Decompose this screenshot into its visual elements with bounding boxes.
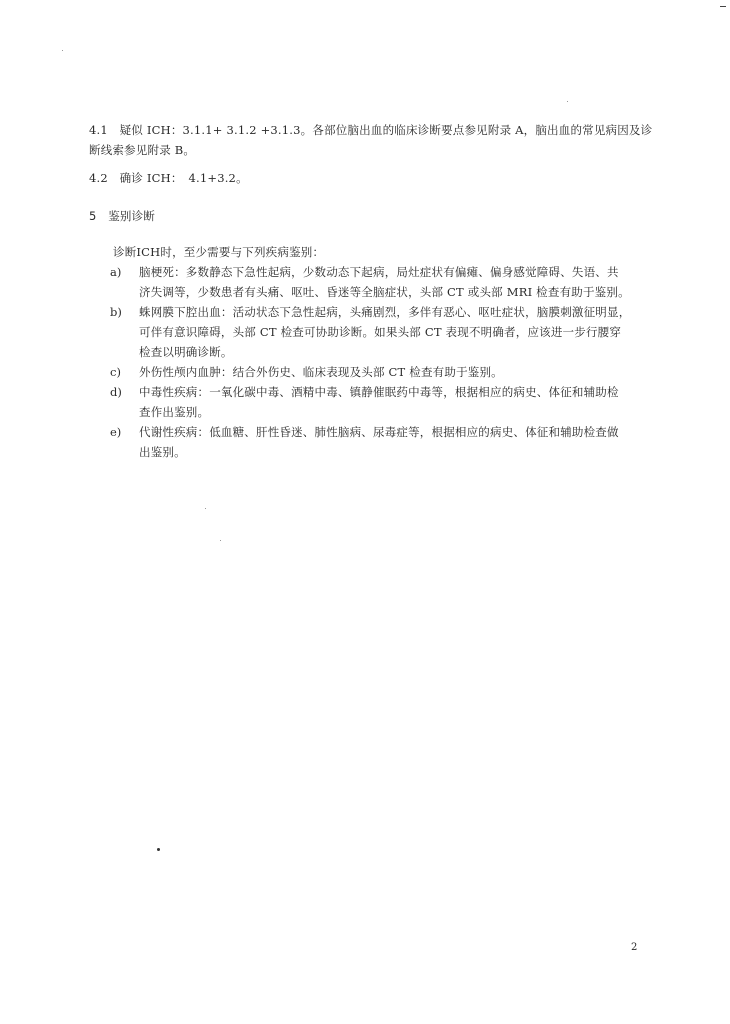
item-text-line: 蛛网膜下腔出血：活动状态下急性起病，头痛剧烈，多伴有恶心、呕吐症状，脑膜刺激征明显， xyxy=(139,305,631,319)
differential-item xyxy=(110,422,670,462)
item-marker: e) xyxy=(110,425,122,439)
clause-4-2: 4.2 确诊 ICH： 4.1+3.2。 xyxy=(89,171,248,185)
differential-item xyxy=(110,302,670,362)
section-5-heading: 5 鉴别诊断 xyxy=(89,209,156,223)
item-text-line: 脑梗死：多数静态下急性起病，少数动态下起病，局灶症状有偏瘫、偏身感觉障碍、失语、共 xyxy=(139,265,619,279)
scan-speck xyxy=(62,50,63,51)
page-number: 2 xyxy=(631,942,638,953)
item-marker: b) xyxy=(110,305,122,319)
item-text-line: 代谢性疾病：低血糖、肝性昏迷、肺性脑病、尿毒症等，根据相应的病史、体征和辅助检查做 xyxy=(139,425,619,439)
differential-item xyxy=(110,362,670,382)
scan-speck xyxy=(157,848,160,851)
differential-intro: 诊断ICH时，至少需要与下列疾病鉴别： xyxy=(113,245,325,259)
differential-item xyxy=(110,262,670,302)
item-text-line: 外伤性颅内血肿：结合外伤史、临床表现及头部 CT 检查有助于鉴别。 xyxy=(139,365,503,379)
item-marker: c) xyxy=(110,365,121,379)
item-text-line: 检查以明确诊断。 xyxy=(139,345,233,359)
item-text-line: 中毒性疾病：一氧化碳中毒、酒精中毒、镇静催眠药中毒等，根据相应的病史、体征和辅助检 xyxy=(139,385,619,399)
differential-list xyxy=(110,262,670,462)
item-text-line: 可伴有意识障碍，头部 CT 检查可协助诊断。如果头部 CT 表现不明确者，应该进一步行腰穿 xyxy=(139,325,622,339)
differential-item xyxy=(110,382,670,422)
scan-speck xyxy=(567,101,568,102)
item-text-line: 出鉴别。 xyxy=(139,445,186,459)
scan-speck xyxy=(205,508,206,509)
clause-4-1-line-1: 4.1 疑似 ICH：3.1.1+ 3.1.2 +3.1.3。各部位脑出血的临床诊断要点参见附录 A，脑出血的常见病因及诊 xyxy=(89,123,653,137)
scan-mark xyxy=(720,6,726,7)
item-marker: a) xyxy=(110,265,122,279)
clause-4-1-line-2: 断线索参见附录 B。 xyxy=(89,143,196,157)
item-text-line: 查作出鉴别。 xyxy=(139,405,210,419)
scan-speck xyxy=(220,540,221,541)
clause-4-1 xyxy=(89,120,652,160)
item-text-line: 济失调等，少数患者有头痛、呕吐、昏迷等全脑症状，头部 CT 或头部 MRI 检查有助于鉴别。 xyxy=(139,285,630,299)
item-marker: d) xyxy=(110,385,122,399)
